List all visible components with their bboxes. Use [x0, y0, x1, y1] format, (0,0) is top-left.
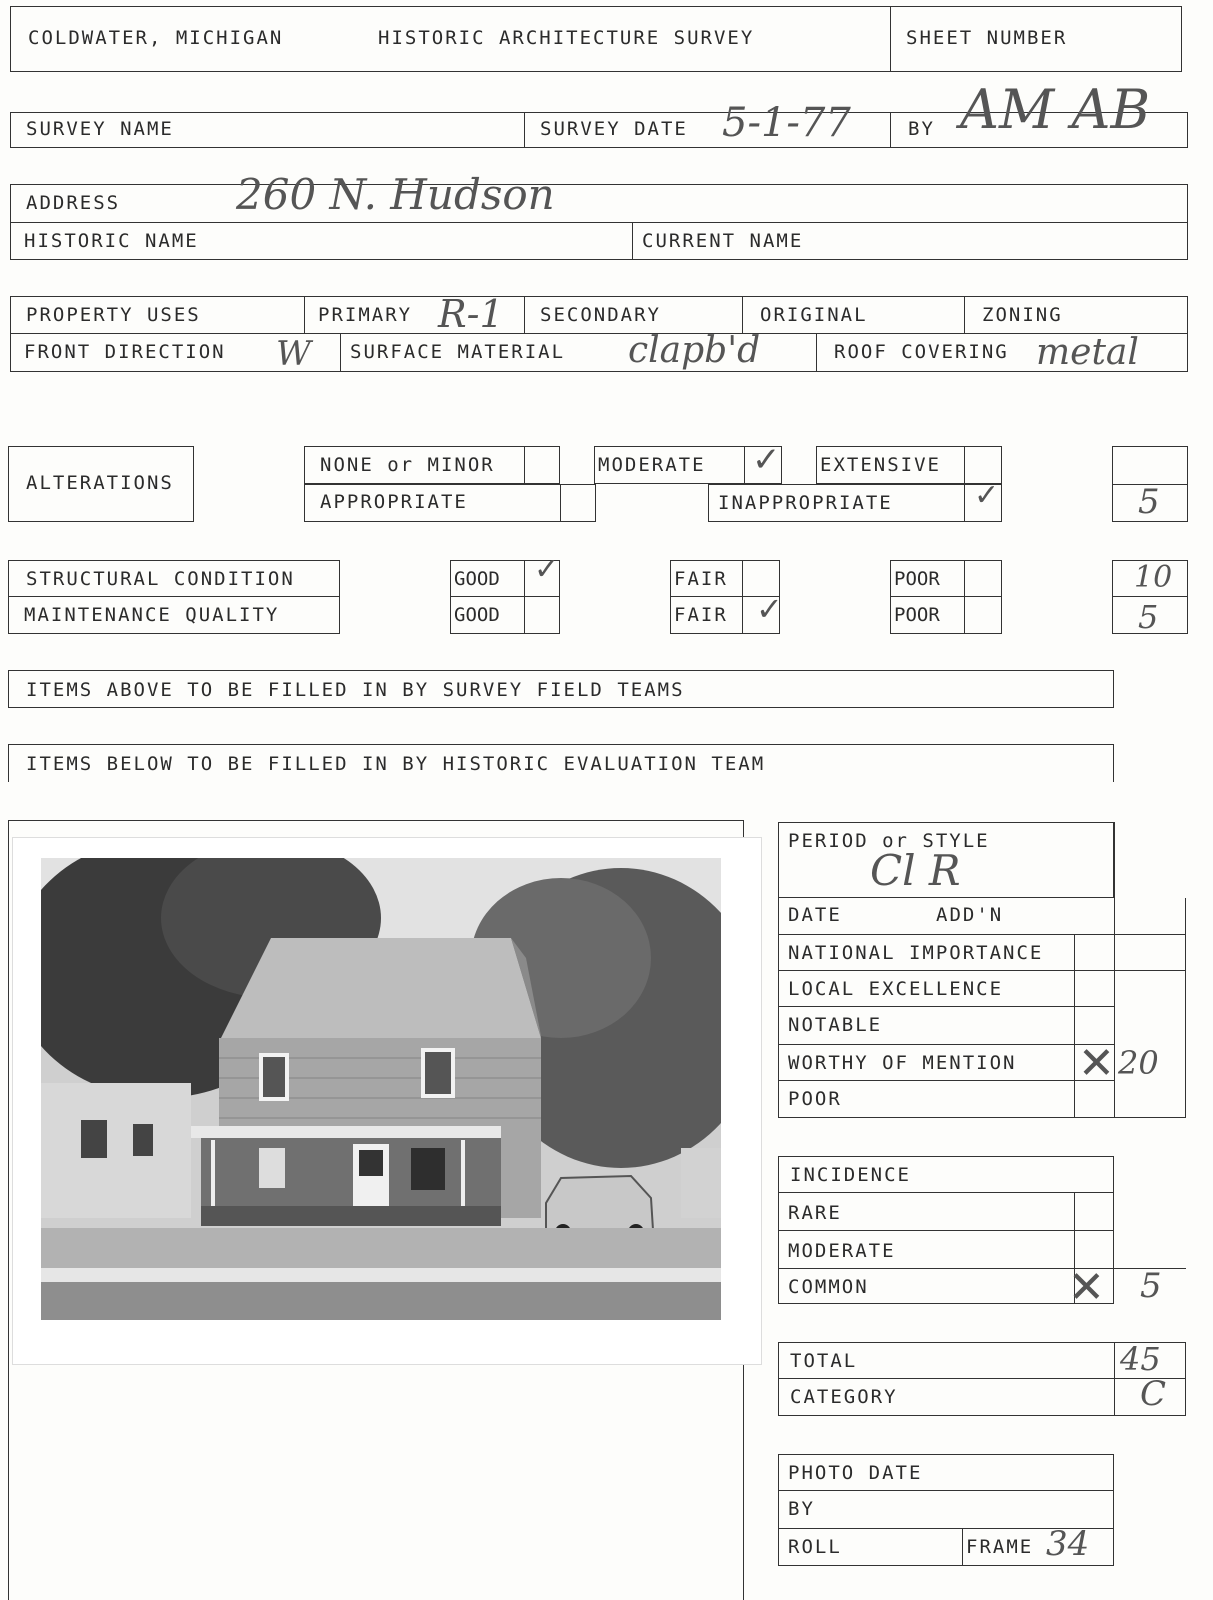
primary-label: PRIMARY: [318, 304, 413, 326]
rare-label: RARE: [788, 1202, 842, 1224]
divider: [524, 296, 525, 334]
appropriate-checkbox[interactable]: [560, 484, 596, 522]
inappropriate-label: INAPPROPRIATE: [718, 492, 893, 514]
surface-material-value[interactable]: clapb'd: [628, 330, 761, 371]
secondary-label: SECONDARY: [540, 304, 661, 326]
header-divider: [890, 6, 891, 72]
divider: [890, 596, 1002, 597]
sheet-number-label: SHEET NUMBER: [906, 27, 1068, 49]
evaluation-table: [778, 898, 1186, 1118]
roof-covering-value[interactable]: metal: [1036, 332, 1139, 373]
divider: [964, 296, 965, 334]
common-x-mark: ✕: [1068, 1262, 1105, 1313]
front-direction-label: FRONT DIRECTION: [24, 341, 226, 363]
structural-condition-label: STRUCTURAL CONDITION: [26, 568, 295, 590]
city-title: COLDWATER, MICHIGAN: [28, 27, 284, 49]
address-label: ADDRESS: [26, 192, 121, 214]
structural-score[interactable]: 10: [1134, 560, 1173, 595]
survey-by-value[interactable]: AM AB: [960, 78, 1151, 141]
none-minor-checkbox[interactable]: [524, 446, 560, 484]
divider: [742, 560, 743, 634]
divider: [8, 596, 340, 597]
photo-date-label: PHOTO DATE: [788, 1462, 923, 1484]
national-importance-label: NATIONAL IMPORTANCE: [788, 942, 1044, 964]
property-uses-label: PROPERTY USES: [26, 304, 201, 326]
moderate-checkmark: ✓: [752, 440, 781, 480]
house-photograph: [13, 838, 761, 1364]
divider: [778, 1192, 1114, 1193]
maintenance-poor-label: POOR: [894, 604, 940, 626]
divider: [742, 296, 743, 334]
divider: [10, 222, 1188, 223]
extensive-label: EXTENSIVE: [820, 454, 941, 476]
frame-label: FRAME: [966, 1536, 1034, 1558]
divider: [778, 1268, 1186, 1269]
divider: [304, 296, 305, 334]
alterations-score[interactable]: 5: [1138, 482, 1160, 522]
divider: [1112, 596, 1188, 597]
worthy-x-mark: ✕: [1078, 1038, 1115, 1089]
worthy-of-mention-label: WORTHY OF MENTION: [788, 1052, 1017, 1074]
divider: [962, 1528, 963, 1566]
none-minor-label: NONE or MINOR: [320, 454, 495, 476]
incidence-label: INCIDENCE: [790, 1164, 911, 1186]
original-label: ORIGINAL: [760, 304, 868, 326]
structural-fair-label: FAIR: [674, 568, 728, 590]
divider: [778, 1006, 1114, 1007]
divider: [1074, 934, 1075, 1118]
appropriate-label: APPROPRIATE: [320, 491, 468, 513]
divider: [524, 112, 525, 148]
frame-value[interactable]: 34: [1046, 1524, 1090, 1564]
divider: [890, 112, 891, 148]
survey-title: HISTORIC ARCHITECTURE SURVEY: [378, 27, 755, 49]
common-score[interactable]: 5: [1140, 1266, 1162, 1306]
divider: [778, 970, 1186, 971]
common-label: COMMON: [788, 1276, 869, 1298]
addn-label: ADD'N: [936, 904, 1004, 926]
category-value[interactable]: C: [1140, 1374, 1167, 1414]
inappropriate-checkmark: ✓: [974, 478, 1000, 513]
house-photo-image: [41, 858, 721, 1320]
primary-value[interactable]: R-1: [438, 292, 504, 336]
survey-by-label: BY: [908, 118, 935, 140]
incidence-moderate-label: MODERATE: [788, 1240, 896, 1262]
maintenance-quality-label: MAINTENANCE QUALITY: [24, 604, 280, 626]
survey-date-value[interactable]: 5-1-77: [722, 100, 851, 146]
local-excellence-label: LOCAL EXCELLENCE: [788, 978, 1004, 1000]
alterations-label: ALTERATIONS: [26, 472, 174, 494]
evaluation-poor-label: POOR: [788, 1088, 842, 1110]
period-style-value[interactable]: Cl R: [870, 846, 961, 895]
divider: [1114, 1342, 1115, 1416]
worthy-score[interactable]: 20: [1118, 1044, 1159, 1082]
moderate-label: MODERATE: [598, 454, 706, 476]
divider: [632, 222, 633, 260]
field-teams-note-text: ITEMS ABOVE TO BE FILLED IN BY SURVEY FIELD TEAMS: [26, 679, 685, 701]
total-label: TOTAL: [790, 1350, 858, 1372]
structural-good-label: GOOD: [454, 568, 500, 590]
category-label: CATEGORY: [790, 1386, 898, 1408]
divider: [778, 1378, 1186, 1379]
roof-covering-label: ROOF COVERING: [834, 341, 1009, 363]
divider: [778, 1080, 1114, 1081]
divider: [816, 334, 817, 372]
divider: [778, 1230, 1114, 1231]
survey-name-label: SURVEY NAME: [26, 118, 174, 140]
maintenance-fair-checkmark: ✓: [756, 590, 783, 628]
photo-by-label: BY: [788, 1498, 815, 1520]
total-value[interactable]: 45: [1120, 1340, 1161, 1378]
date-label: DATE: [788, 904, 842, 926]
divider: [964, 560, 965, 634]
structural-good-checkmark: ✓: [534, 552, 560, 587]
notable-label: NOTABLE: [788, 1014, 883, 1036]
divider: [524, 560, 525, 634]
surface-material-label: SURFACE MATERIAL: [350, 341, 566, 363]
address-value[interactable]: 260 N. Hudson: [236, 170, 555, 219]
maintenance-fair-label: FAIR: [674, 604, 728, 626]
front-direction-value[interactable]: W: [276, 334, 311, 374]
divider: [778, 1490, 1114, 1491]
zoning-label: ZONING: [982, 304, 1063, 326]
current-name-label: CURRENT NAME: [642, 230, 804, 252]
divider: [450, 596, 560, 597]
survey-date-label: SURVEY DATE: [540, 118, 688, 140]
maintenance-good-label: GOOD: [454, 604, 500, 626]
period-style-label: PERIOD or STYLE: [788, 830, 990, 852]
divider: [778, 1044, 1114, 1045]
divider: [778, 934, 1186, 935]
maintenance-score[interactable]: 5: [1138, 598, 1159, 636]
divider: [340, 334, 341, 372]
structural-poor-label: POOR: [894, 568, 940, 590]
historic-name-label: HISTORIC NAME: [24, 230, 199, 252]
roll-label: ROLL: [788, 1536, 842, 1558]
evaluation-team-note-text: ITEMS BELOW TO BE FILLED IN BY HISTORIC EVALUATION TEAM: [26, 753, 766, 775]
